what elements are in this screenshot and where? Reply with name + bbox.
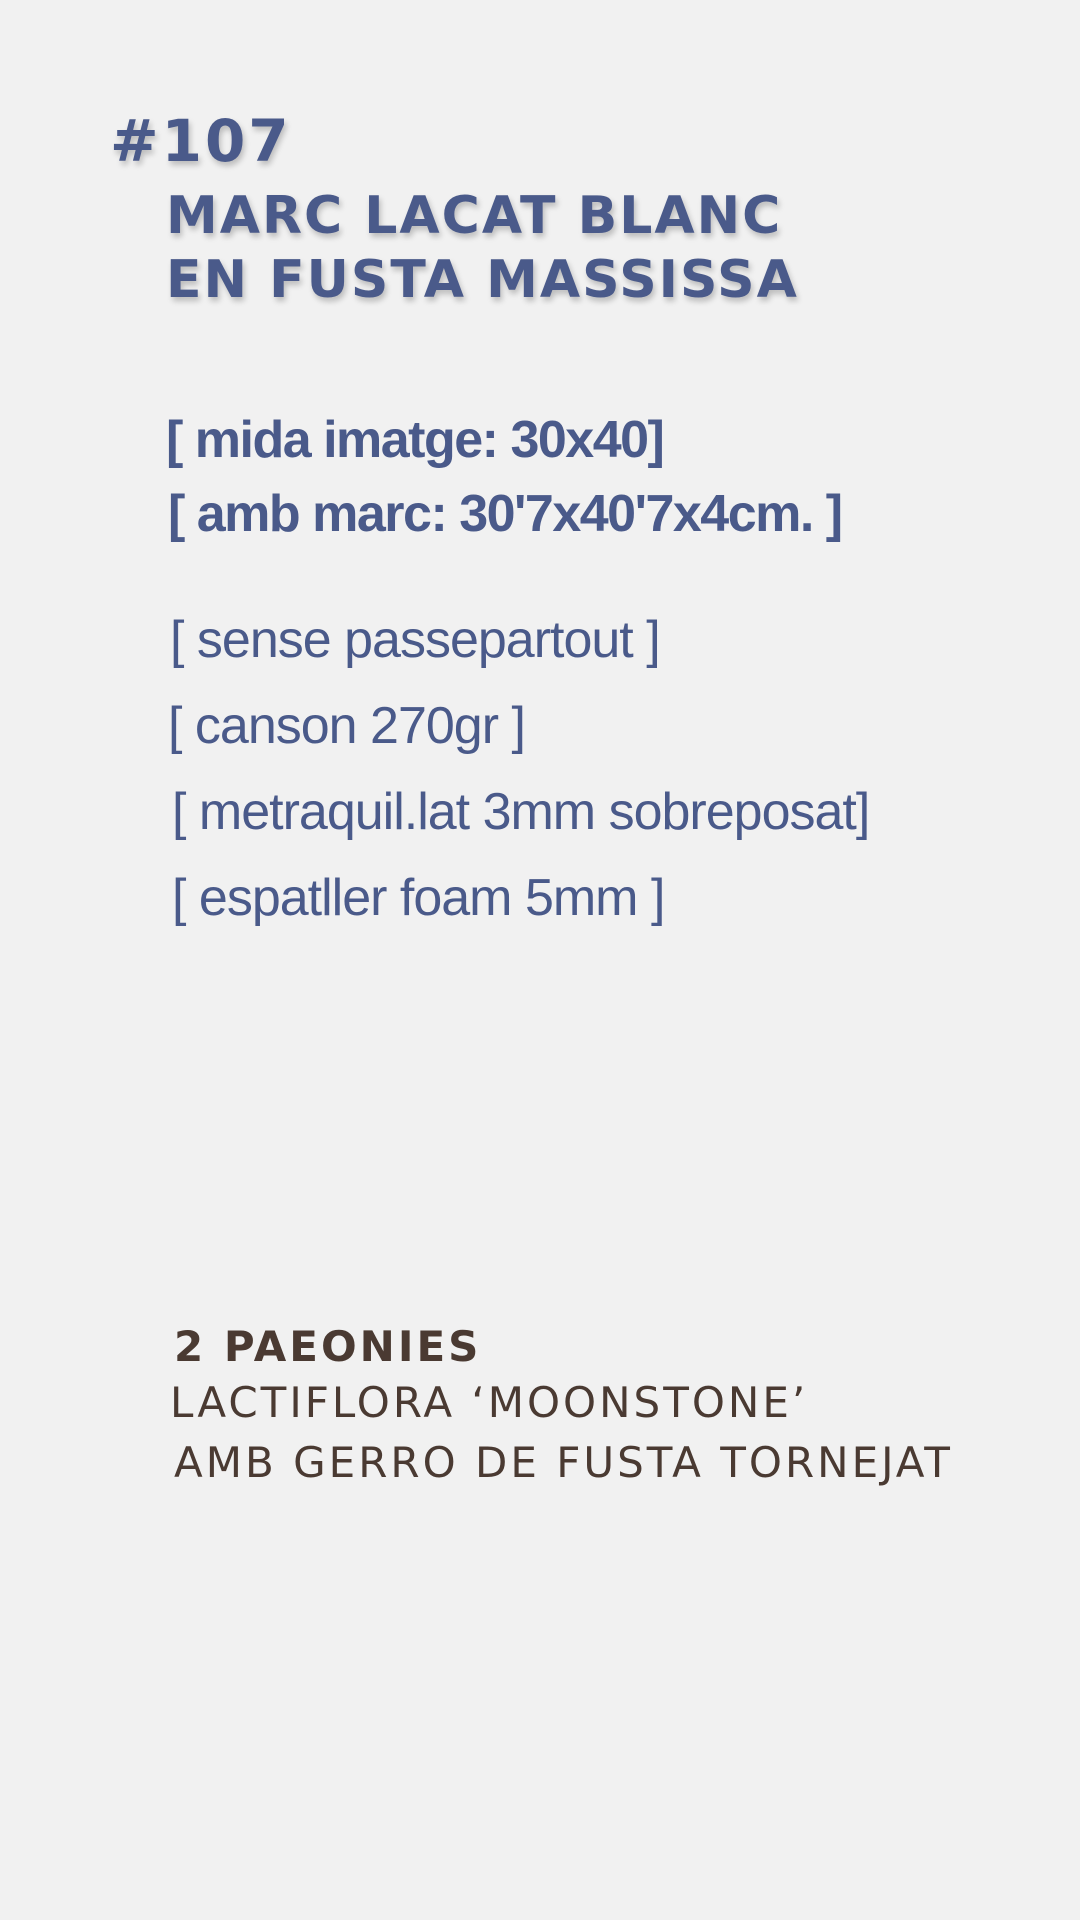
detail-paper: [ canson 270gr ]	[168, 697, 525, 755]
detail-backing: [ espatller foam 5mm ]	[172, 869, 665, 927]
caption-line2: LACTIFLORA ‘MOONSTONE’	[170, 1378, 809, 1427]
frame-size-spec: [ amb marc: 30'7x40'7x4cm. ]	[168, 485, 842, 543]
detail-passepartout: [ sense passepartout ]	[170, 611, 660, 669]
artwork-number: #107	[110, 107, 292, 175]
frame-title-line1: MARC LACAT BLANC	[166, 186, 783, 246]
caption-line3: AMB GERRO DE FUSTA TORNEJAT	[174, 1438, 953, 1487]
detail-glazing: [ metraquil.lat 3mm sobreposat]	[172, 783, 870, 841]
image-size-spec: [ mida imatge: 30x40]	[166, 411, 664, 469]
caption-title: 2 PAEONIES	[174, 1322, 482, 1371]
frame-title-line2: EN FUSTA MASSISSA	[166, 250, 799, 310]
